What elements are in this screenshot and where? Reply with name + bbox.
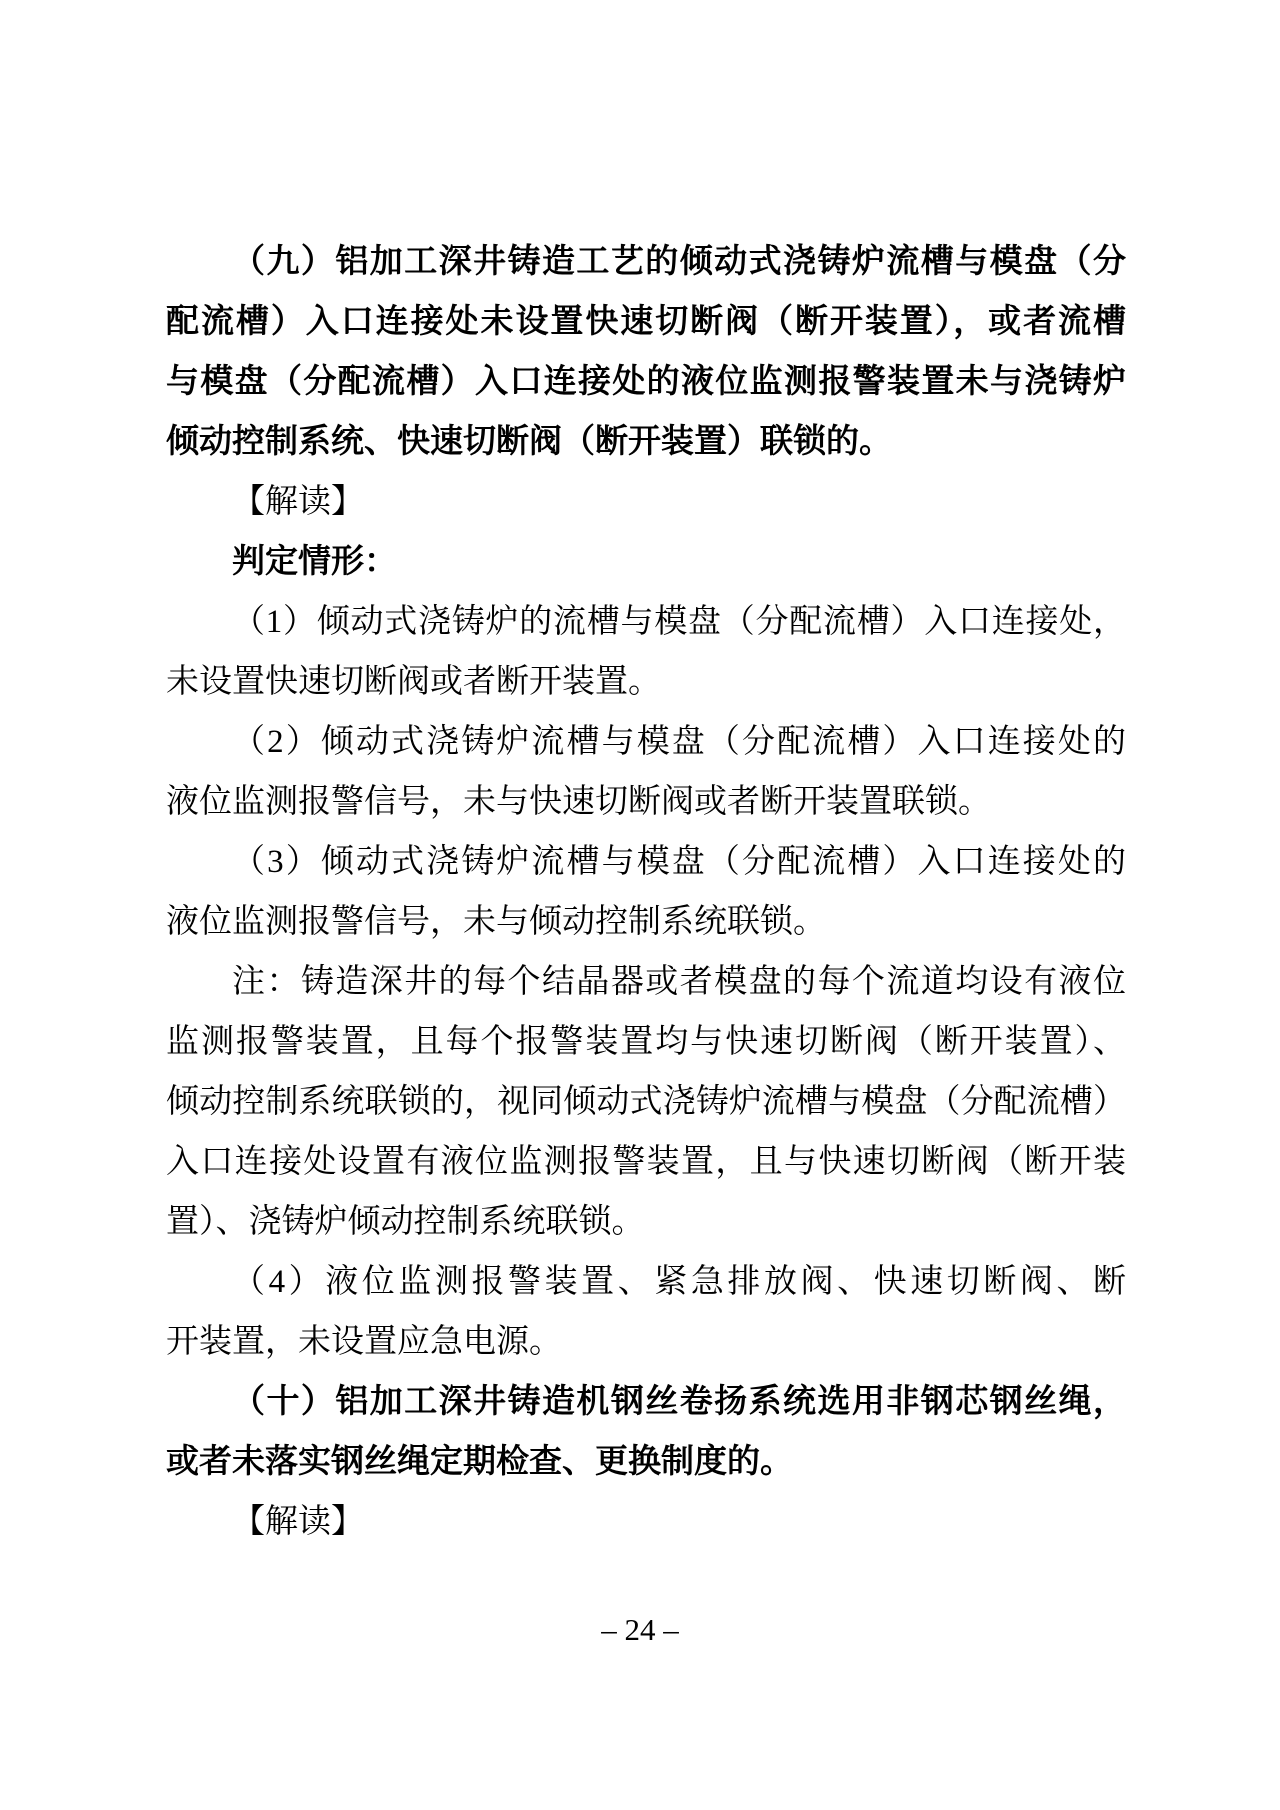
text-line: 注：铸造深井的每个结晶器或者模盘的每个流道均设有液位 bbox=[232, 964, 1126, 1000]
text-line: 入口连接处设置有液位监测报警装置，且与快速切断阀（断开装 bbox=[166, 1144, 1126, 1180]
page-number: – 24 – bbox=[601, 1612, 679, 1647]
text-line: 【解读】 bbox=[232, 1504, 364, 1540]
interpretation-label-1 bbox=[166, 472, 1126, 532]
text-line: 【解读】 bbox=[232, 484, 364, 520]
text-line: 开装置，未设置应急电源。 bbox=[166, 1324, 562, 1360]
clause-ten-heading bbox=[166, 1372, 1126, 1492]
text-line: 监测报警装置，且每个报警装置均与快速切断阀（断开装置）、 bbox=[166, 1024, 1126, 1060]
clause-nine-heading bbox=[166, 232, 1126, 472]
text-line: 与模盘（分配流槽）入口连接处的液位监测报警装置未与浇铸炉 bbox=[166, 364, 1126, 400]
document-body bbox=[166, 232, 1126, 1552]
determination-cases-heading bbox=[166, 532, 1126, 592]
text-line: （2）倾动式浇铸炉流槽与模盘（分配流槽）入口连接处的 bbox=[232, 724, 1126, 760]
case-3 bbox=[166, 832, 1126, 952]
text-line: 未设置快速切断阀或者断开装置。 bbox=[166, 664, 661, 700]
case-2 bbox=[166, 712, 1126, 832]
text-line: 置）、浇铸炉倾动控制系统联锁。 bbox=[166, 1204, 645, 1240]
note bbox=[166, 952, 1126, 1252]
text-line: （十）铝加工深井铸造机钢丝卷扬系统选用非钢芯钢丝绳， bbox=[232, 1384, 1126, 1420]
text-line: 倾动控制系统、快速切断阀（断开装置）联锁的。 bbox=[166, 424, 892, 460]
text-line: 倾动控制系统联锁的，视同倾动式浇铸炉流槽与模盘（分配流槽） bbox=[166, 1084, 1126, 1120]
text-line: 或者未落实钢丝绳定期检查、更换制度的。 bbox=[166, 1444, 793, 1480]
text-line: （1）倾动式浇铸炉的流槽与模盘（分配流槽）入口连接处， bbox=[232, 604, 1126, 640]
text-line: 液位监测报警信号，未与快速切断阀或者断开装置联锁。 bbox=[166, 784, 991, 820]
text-line: 液位监测报警信号，未与倾动控制系统联锁。 bbox=[166, 904, 826, 940]
text-line: （九）铝加工深井铸造工艺的倾动式浇铸炉流槽与模盘（分 bbox=[232, 244, 1126, 280]
text-line: （4）液位监测报警装置、紧急排放阀、快速切断阀、断 bbox=[232, 1264, 1126, 1300]
case-1 bbox=[166, 592, 1126, 712]
text-line: 判定情形： bbox=[232, 544, 397, 580]
case-4 bbox=[166, 1252, 1126, 1372]
text-line: （3）倾动式浇铸炉流槽与模盘（分配流槽）入口连接处的 bbox=[232, 844, 1126, 880]
interpretation-label-2 bbox=[166, 1492, 1126, 1552]
text-line: 配流槽）入口连接处未设置快速切断阀（断开装置），或者流槽 bbox=[166, 304, 1126, 340]
